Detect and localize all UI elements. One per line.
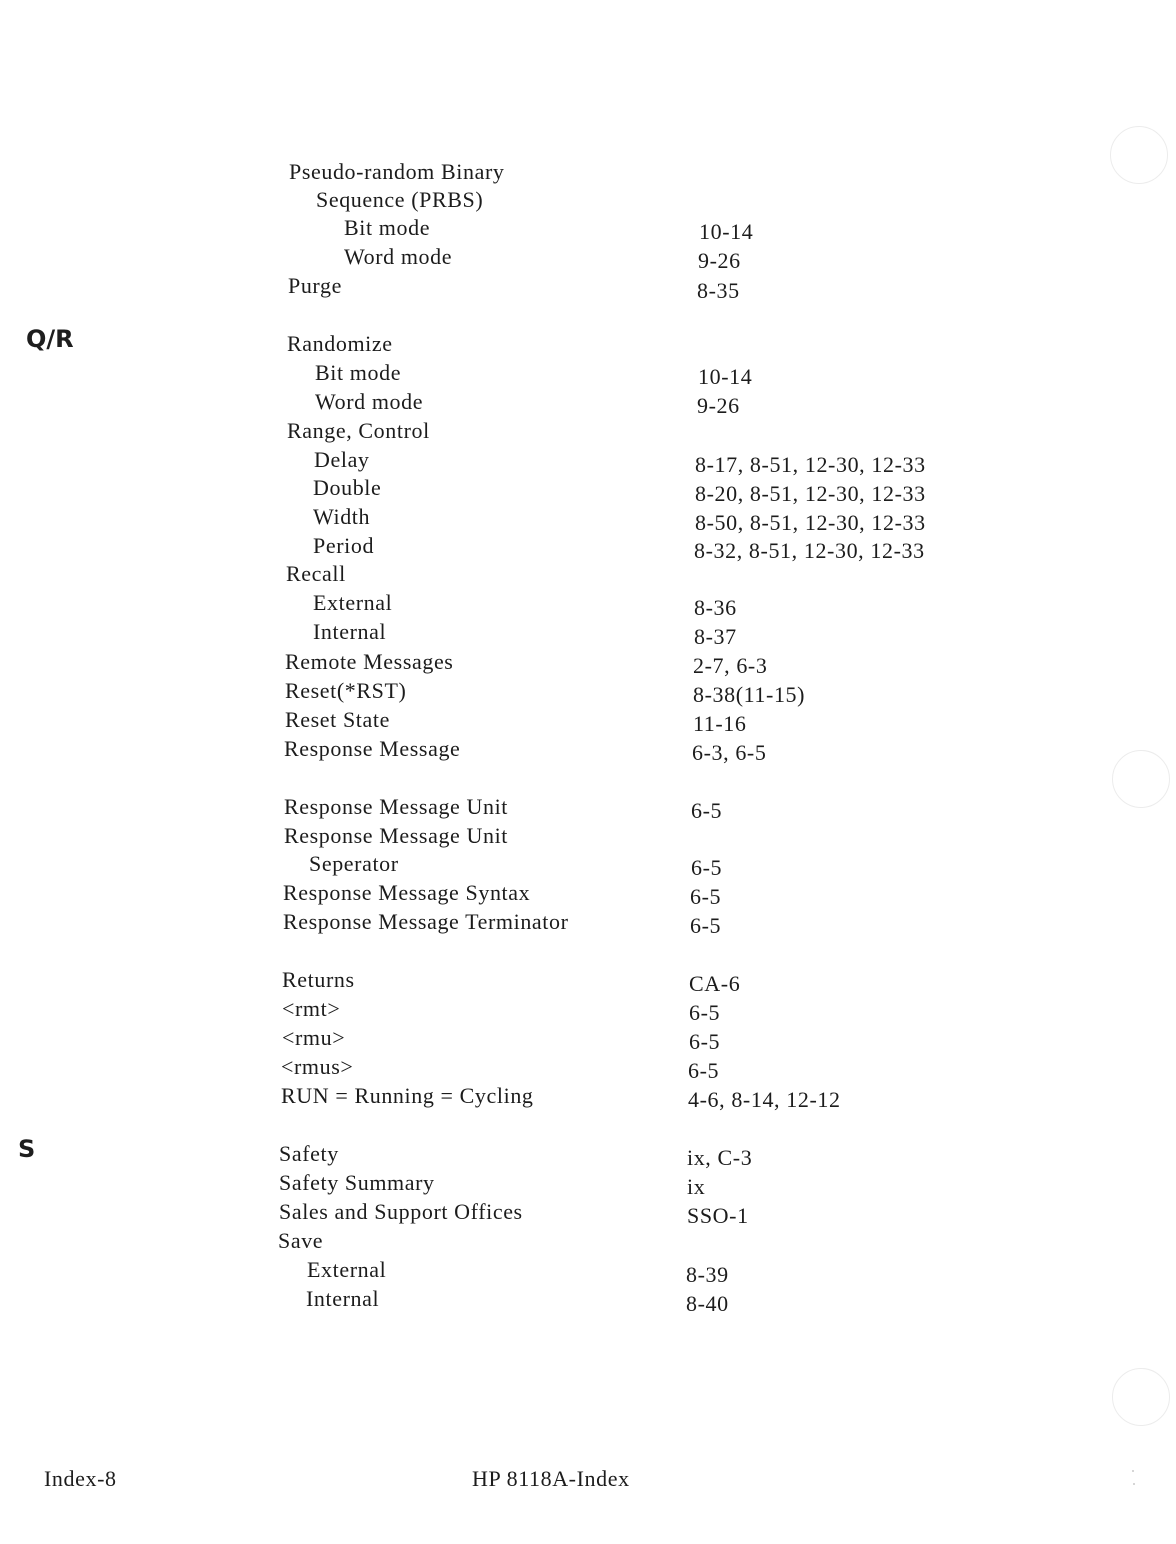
punch-hole-mark <box>1110 126 1168 184</box>
index-pages: 9-26 <box>698 248 741 273</box>
index-term: Reset State <box>285 707 390 732</box>
index-pages: 8-36 <box>694 595 737 620</box>
index-pages: 6-5 <box>690 913 722 938</box>
index-term: Reset(*RST) <box>285 678 407 703</box>
index-term: Safety <box>279 1141 339 1166</box>
document-title: HP 8118A-Index <box>472 1466 630 1491</box>
index-term: Response Message Unit <box>284 794 509 819</box>
index-pages: ix <box>687 1174 706 1199</box>
index-term: Response Message Terminator <box>283 909 569 934</box>
index-pages: 6-5 <box>688 1058 720 1083</box>
index-term: Purge <box>288 273 342 298</box>
index-term: Sequence (PRBS) <box>316 187 484 212</box>
index-term: Delay <box>314 447 370 472</box>
index-term: Bit mode <box>315 360 402 385</box>
index-pages: SSO-1 <box>687 1203 749 1228</box>
index-pages: ix, C-3 <box>687 1145 753 1170</box>
scan-speck <box>1132 1470 1134 1472</box>
index-pages: 8-20, 8-51, 12-30, 12-33 <box>695 481 926 506</box>
section-letter-qr: Q/R <box>26 325 74 353</box>
index-pages: 6-5 <box>690 884 722 909</box>
index-term: External <box>313 590 393 615</box>
index-term: Returns <box>282 967 355 992</box>
index-pages: 6-5 <box>689 1000 721 1025</box>
scan-speck <box>1133 1483 1135 1485</box>
index-pages: 10-14 <box>699 219 754 244</box>
index-term: Response Message Unit <box>284 823 509 848</box>
index-term: Seperator <box>309 851 399 876</box>
index-pages: 4-6, 8-14, 12-12 <box>688 1087 841 1112</box>
index-term: <rmus> <box>281 1054 354 1079</box>
index-pages: 6-3, 6-5 <box>692 740 767 765</box>
page-number: Index-8 <box>44 1466 117 1491</box>
index-term: Safety Summary <box>279 1170 435 1195</box>
index-pages: 6-5 <box>691 855 723 880</box>
index-pages: 8-37 <box>694 624 737 649</box>
index-term: RUN = Running = Cycling <box>281 1083 534 1108</box>
index-term: <rmt> <box>282 996 341 1021</box>
punch-hole-mark <box>1112 1368 1170 1426</box>
index-term: Width <box>313 504 371 529</box>
index-term: Internal <box>313 619 387 644</box>
index-term: Double <box>313 475 382 500</box>
index-term: Range, Control <box>287 418 430 443</box>
index-pages: 8-40 <box>686 1291 729 1316</box>
index-term: Randomize <box>287 331 393 356</box>
punch-hole-mark <box>1112 750 1170 808</box>
index-term: <rmu> <box>282 1025 346 1050</box>
index-term: External <box>307 1257 387 1282</box>
index-pages: 8-32, 8-51, 12-30, 12-33 <box>694 538 925 563</box>
index-term: Bit mode <box>344 215 431 240</box>
index-pages: 8-17, 8-51, 12-30, 12-33 <box>695 452 926 477</box>
section-letter-s: S <box>18 1135 36 1163</box>
index-term: Response Message <box>284 736 461 761</box>
index-term: Internal <box>306 1286 380 1311</box>
index-term: Word mode <box>344 244 453 269</box>
index-pages: CA-6 <box>689 971 741 996</box>
index-pages: 10-14 <box>698 364 753 389</box>
index-pages: 9-26 <box>697 393 740 418</box>
index-term: Save <box>278 1228 324 1253</box>
index-pages: 11-16 <box>693 711 747 736</box>
index-pages: 2-7, 6-3 <box>693 653 768 678</box>
index-term: Response Message Syntax <box>283 880 531 905</box>
index-pages: 6-5 <box>691 798 723 823</box>
index-term: Period <box>313 533 375 558</box>
index-pages: 8-35 <box>697 278 740 303</box>
index-term: Sales and Support Offices <box>279 1199 523 1224</box>
index-term: Pseudo-random Binary <box>289 159 505 184</box>
index-pages: 8-38(11-15) <box>693 682 806 707</box>
index-pages: 8-39 <box>686 1262 729 1287</box>
index-term: Word mode <box>315 389 424 414</box>
index-pages: 6-5 <box>689 1029 721 1054</box>
index-pages: 8-50, 8-51, 12-30, 12-33 <box>695 510 926 535</box>
index-term: Remote Messages <box>285 649 454 674</box>
index-term: Recall <box>286 561 346 586</box>
